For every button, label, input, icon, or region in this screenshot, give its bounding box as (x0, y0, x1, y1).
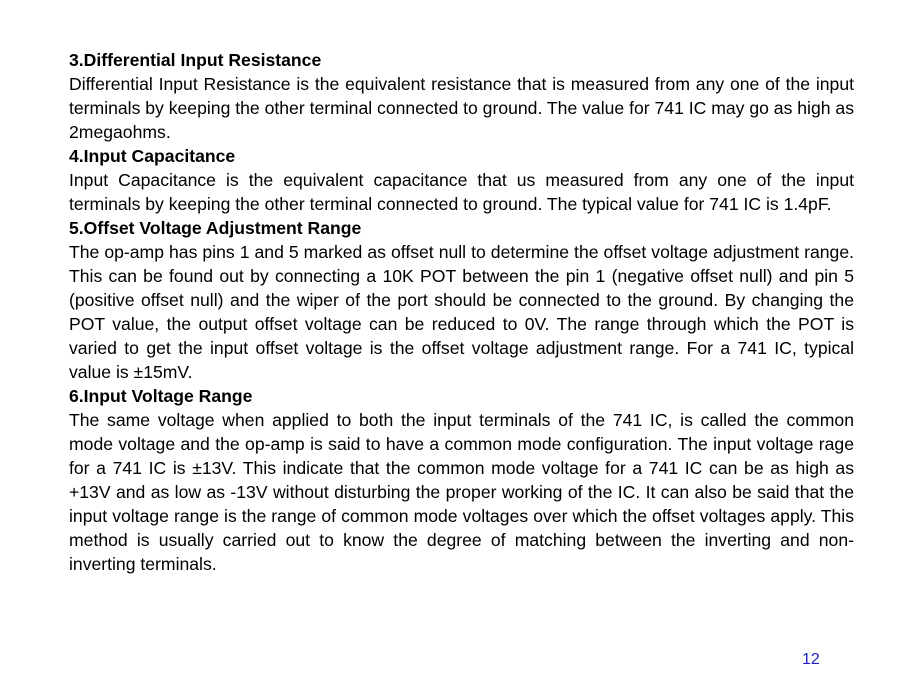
page-number: 12 (802, 651, 820, 668)
slide-content (69, 48, 854, 576)
section-heading-offset-voltage-adjustment-range: 5.Offset Voltage Adjustment Range (69, 218, 362, 238)
section-body-input-capacitance: Input Capacitance is the equivalent capacitance that us measured from any one of the input terminals by keeping the other terminal connected to ground. The typical value for 741 IC is 1.4pF. (69, 170, 854, 214)
section-body-differential-input-resistance: Differential Input Resistance is the equivalent resistance that is measured from any one of the input terminals by keeping the other terminal connected to ground. The value for 741 IC may go as high as 2megaohms. (69, 74, 855, 142)
section-heading-input-voltage-range: 6.Input Voltage Range (69, 386, 253, 406)
section-heading-input-capacitance: 4.Input Capacitance (69, 146, 236, 166)
section-heading-differential-input-resistance: 3.Differential Input Resistance (69, 50, 322, 70)
section-body-offset-voltage-adjustment-range: The op-amp has pins 1 and 5 marked as offset null to determine the offset voltage adjustment range. This can be found out by connecting a 10K POT between the pin 1 (negative offset null) and pin 5 (positive offset null) and the wiper of the port should be connected to the ground. By changing the POT value, the output offset voltage can be reduced to 0V. The range through which the POT is varied to get the input offset voltage is the offset voltage adjustment range. For a 741 IC, typical value is ±15mV. (69, 242, 854, 382)
section-body-input-voltage-range: The same voltage when applied to both the input terminals of the 741 IC, is called the common mode voltage and the op-amp is said to have a common mode configuration. The input voltage rage for a 741 IC is ±13V. This indicate that the common mode voltage for a 741 IC can be as high as +13V and as low as -13V without disturbing the proper working of the IC. It can also be said that the input voltage range is the range of common mode voltages over which the offset voltages apply. This method is usually carried out to know the degree of matching between the inverting and non-inverting terminals. (69, 410, 854, 574)
